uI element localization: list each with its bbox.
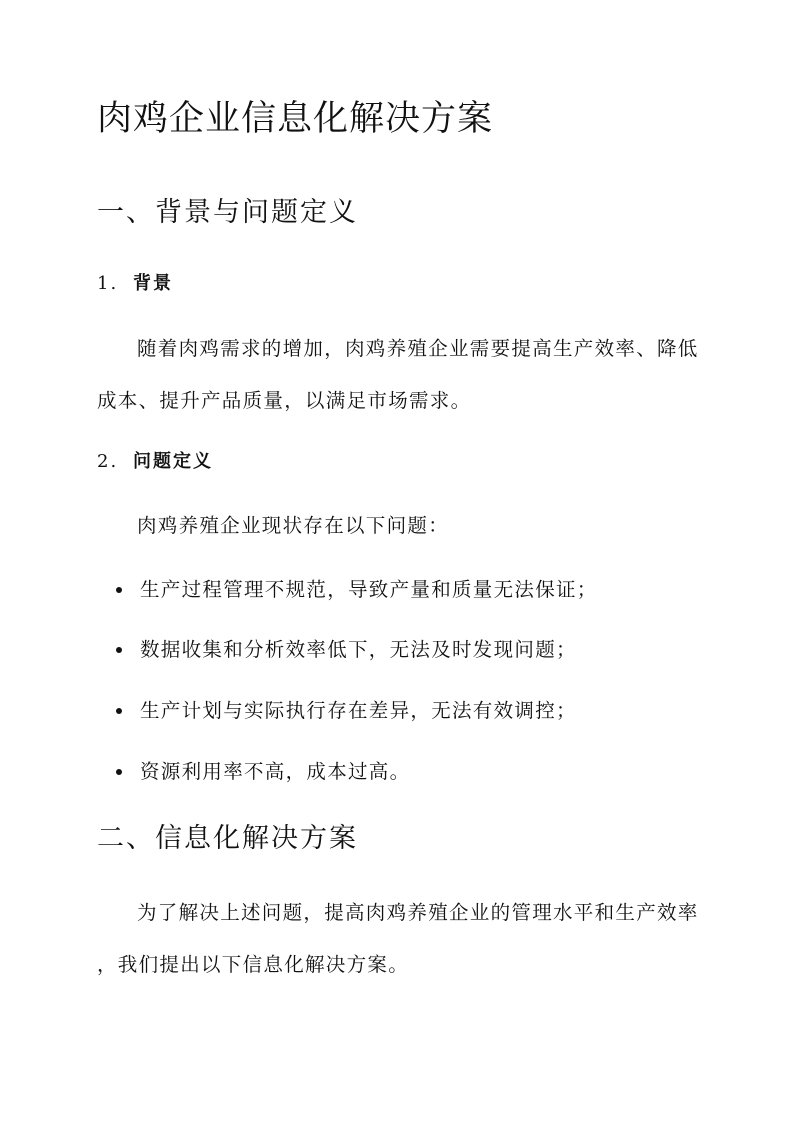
- bullet-icon: [116, 708, 122, 714]
- list-item: [116, 758, 410, 786]
- subheading-number: 1.: [97, 273, 119, 294]
- paragraph-line: 为了解决上述问题，提高肉鸡养殖企业的管理水平和生产效率: [137, 901, 699, 924]
- subheading-number: 2.: [97, 451, 119, 472]
- list-item-text: 数据收集和分析效率低下，无法及时发现问题；: [140, 638, 577, 661]
- paragraph-line: ，我们提出以下信息化解决方案。: [97, 953, 410, 976]
- subheading-label: 背景: [133, 273, 173, 294]
- bullet-icon: [116, 769, 122, 775]
- solution-paragraph: [97, 887, 709, 991]
- section-heading-solution: 二、信息化解决方案: [97, 823, 358, 854]
- list-item: [116, 697, 577, 725]
- list-item-text: 资源利用率不高，成本过高。: [140, 760, 411, 783]
- list-item: [116, 576, 598, 604]
- subheading-background: [97, 271, 173, 297]
- list-item: [116, 636, 577, 664]
- bullet-icon: [116, 587, 122, 593]
- subheading-label: 问题定义: [133, 451, 213, 472]
- list-item-text: 生产过程管理不规范，导致产量和质量无法保证；: [140, 578, 598, 601]
- subheading-problem-definition: [97, 449, 213, 475]
- background-paragraph: [97, 323, 709, 427]
- paragraph-line: 成本、提升产品质量，以满足市场需求。: [97, 389, 472, 412]
- section-heading-background: 一、背景与问题定义: [97, 197, 358, 228]
- paragraph-line: 随着肉鸡需求的增加，肉鸡养殖企业需要提高生产效率、降低: [137, 337, 699, 360]
- bullet-icon: [116, 647, 122, 653]
- paragraph-line: 肉鸡养殖企业现状存在以下问题：: [137, 514, 450, 537]
- list-item-text: 生产计划与实际执行存在差异，无法有效调控；: [140, 699, 577, 722]
- document-title: 肉鸡企业信息化解决方案: [97, 99, 494, 139]
- problem-intro-paragraph: [97, 500, 709, 552]
